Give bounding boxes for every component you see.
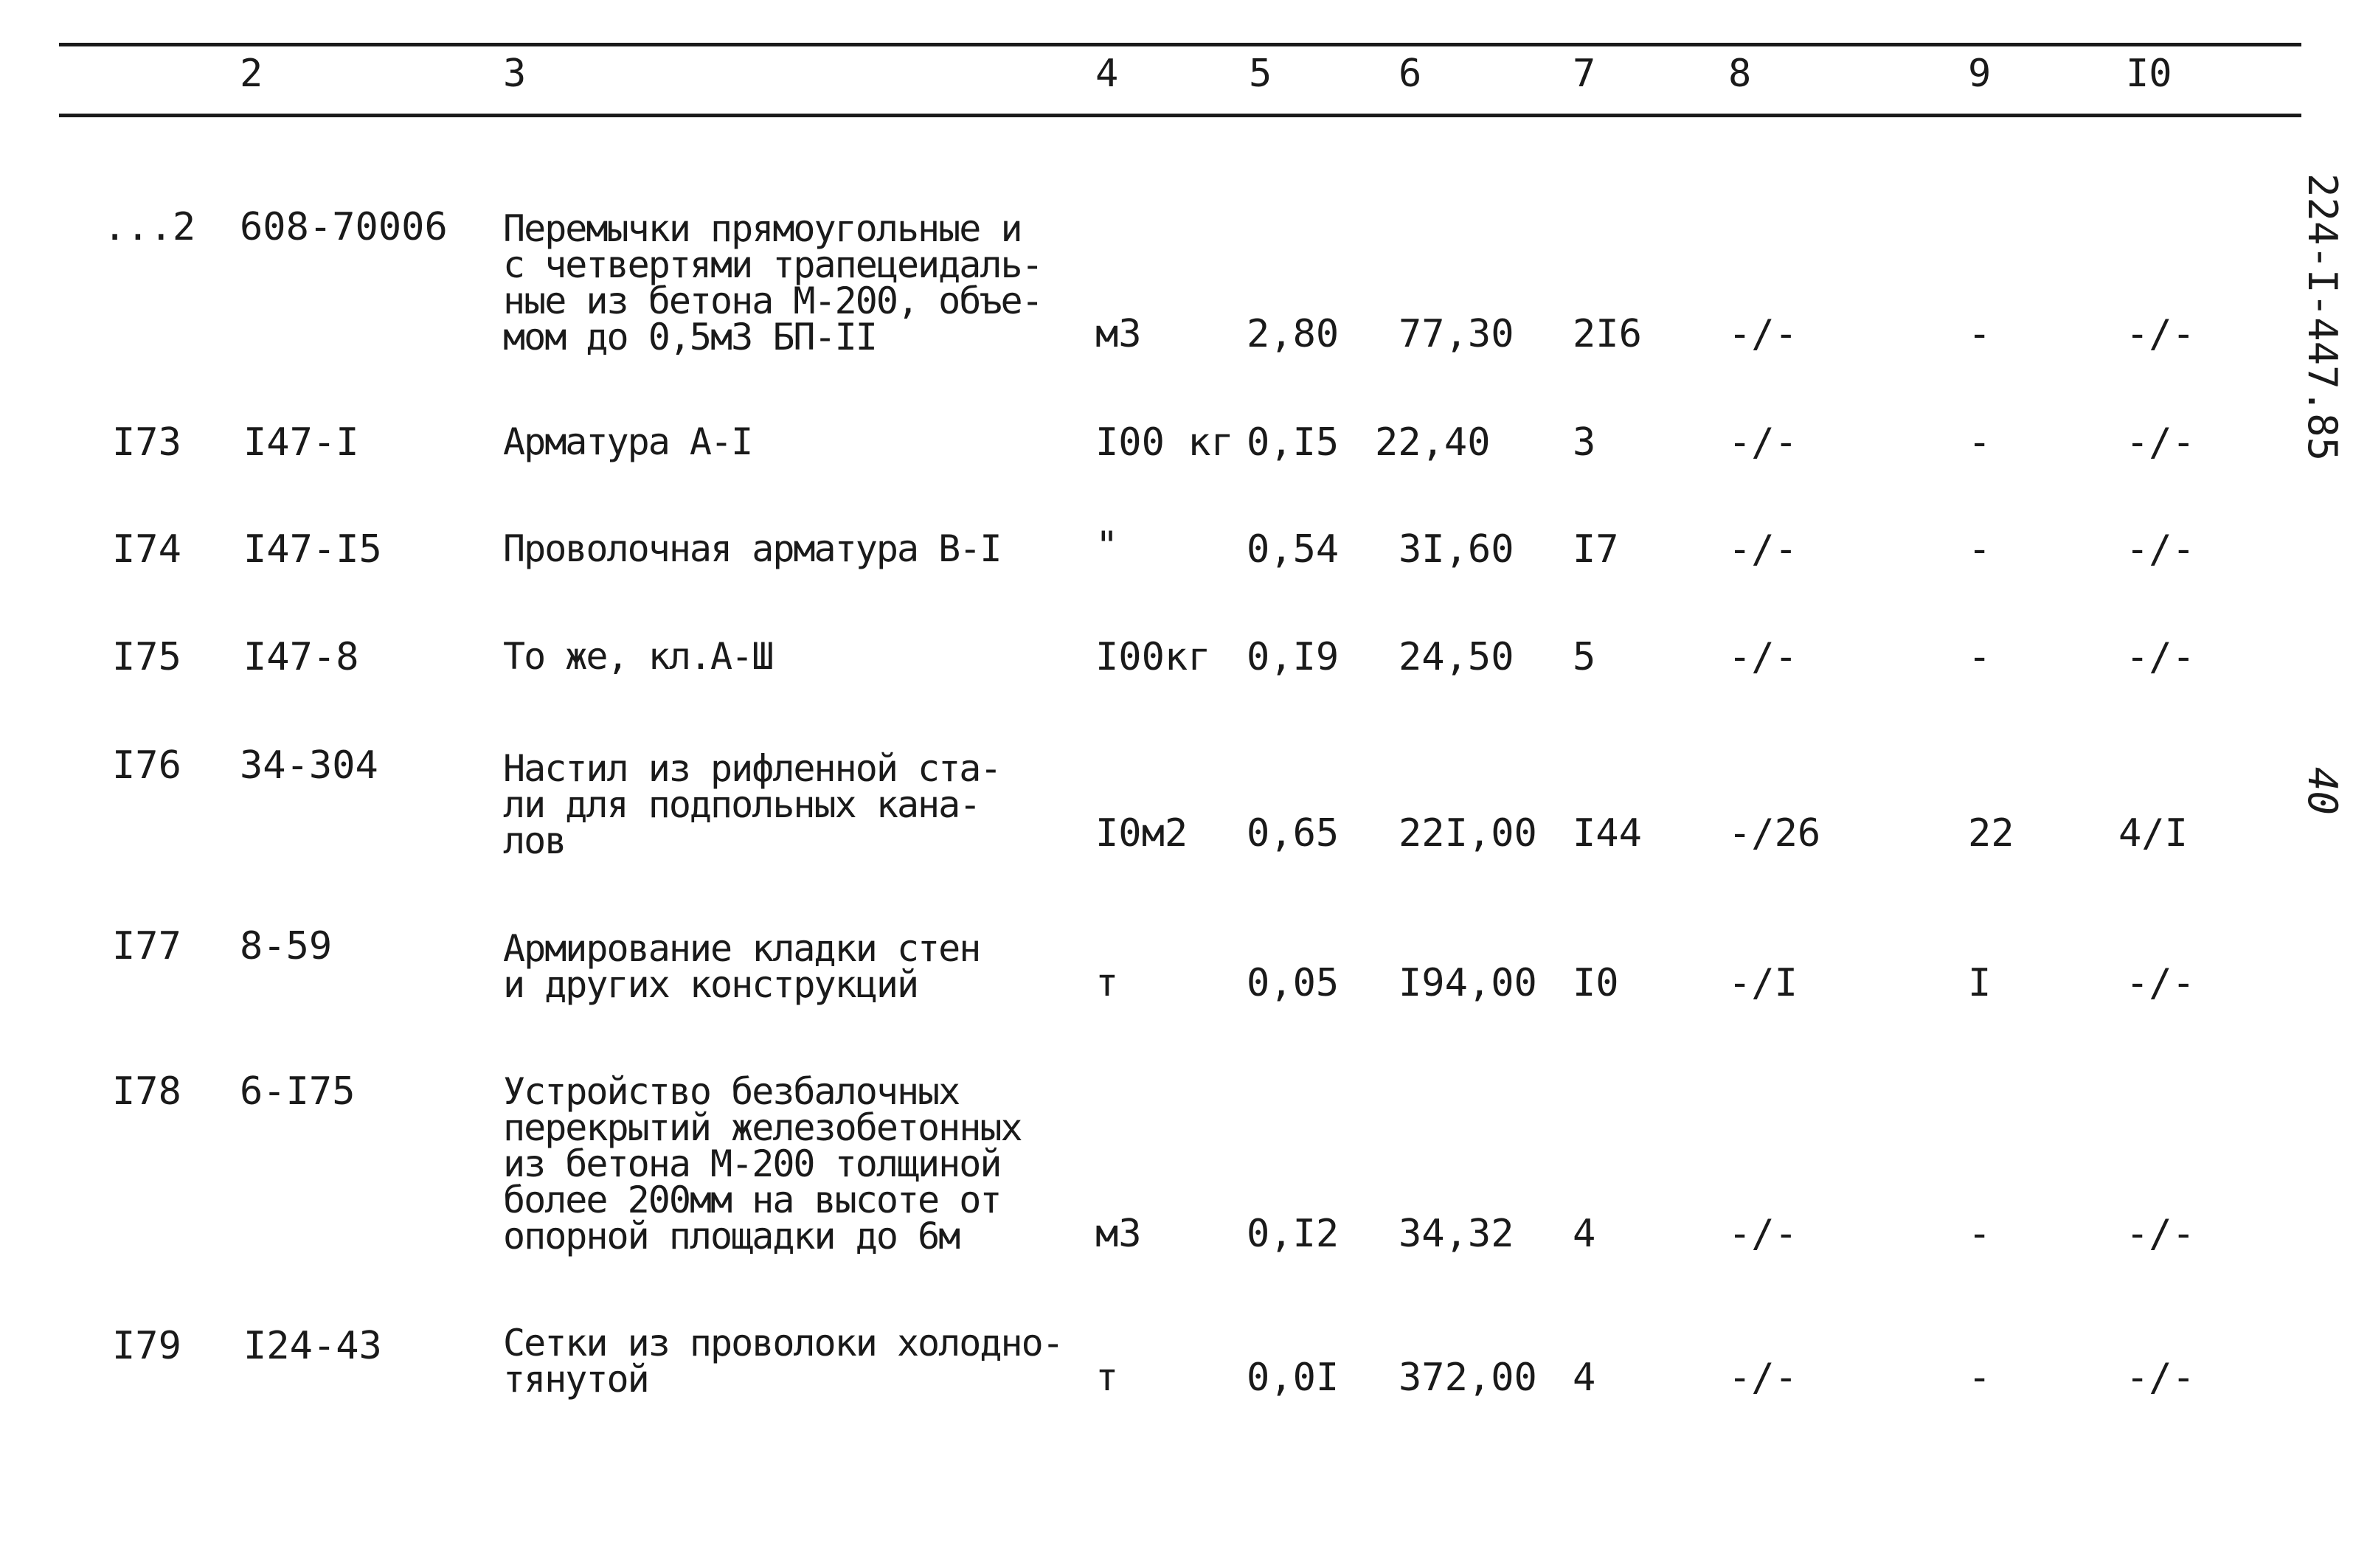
row-number: I77: [112, 924, 181, 968]
row-number: I79: [112, 1324, 181, 1368]
row-price: 3I,60: [1399, 527, 1514, 572]
row-total: 3: [1573, 420, 1596, 465]
row-col8: -/-: [1728, 1356, 1798, 1400]
row-col10: -/-: [2126, 635, 2195, 679]
row-code: 34-304: [240, 743, 378, 788]
row-code: I47-8: [243, 635, 359, 679]
row-total: I0: [1573, 961, 1619, 1005]
row-description: Настил из рифленной ста- ли для подпольных кана- лов: [503, 747, 1001, 862]
row-price: 24,50: [1399, 635, 1514, 679]
row-quantity: 0,54: [1247, 527, 1340, 572]
row-col10: -/-: [2126, 527, 2195, 572]
row-code: 608-70006: [240, 205, 448, 249]
row-unit: м3: [1095, 312, 1142, 356]
row-unit: т: [1095, 961, 1119, 1005]
row-description: Армирование кладки стен и других конструкций: [503, 927, 980, 1006]
row-price: 22I,00: [1399, 811, 1537, 856]
header-col-10: I0: [2126, 52, 2172, 96]
row-total: 5: [1573, 635, 1596, 679]
header-col-3: 3: [503, 52, 527, 96]
row-col10: -/-: [2126, 961, 2195, 1005]
row-col10: -/-: [2126, 1212, 2195, 1256]
row-col8: -/26: [1728, 811, 1821, 856]
row-col10: -/-: [2126, 420, 2195, 465]
row-code: 6-I75: [240, 1069, 356, 1114]
row-quantity: 2,80: [1247, 312, 1340, 356]
row-unit: I0м2: [1095, 811, 1188, 856]
row-total: I44: [1573, 811, 1642, 856]
row-number: ...2: [103, 205, 196, 249]
row-description: Устройство безбалочных перекрытий железобетонных из бетона М-200 толщиной более 200мм на высоте от опорной площадки до 6м: [503, 1070, 1022, 1257]
row-col10: -/-: [2126, 1356, 2195, 1400]
row-quantity: 0,05: [1247, 961, 1340, 1005]
row-col9: -: [1968, 1212, 1992, 1256]
row-unit: м3: [1095, 1212, 1142, 1256]
side-page-number: 40: [2299, 767, 2346, 816]
row-unit: I00 кг: [1095, 420, 1234, 465]
row-price: 22,40: [1375, 420, 1491, 465]
row-col9: -: [1968, 635, 1992, 679]
row-number: I78: [112, 1069, 181, 1114]
row-quantity: 0,0I: [1247, 1356, 1340, 1400]
row-code: I47-I5: [243, 527, 382, 572]
row-col9: 22: [1968, 811, 2014, 856]
row-description: Проволочная арматура В-I: [503, 527, 1001, 570]
row-price: I94,00: [1399, 961, 1537, 1005]
row-price: 77,30: [1399, 312, 1514, 356]
row-unit: I00кг: [1095, 635, 1211, 679]
row-description: Сетки из проволоки холодно- тянутой: [503, 1322, 1063, 1401]
row-quantity: 0,I5: [1247, 420, 1340, 465]
row-col8: -/-: [1728, 1212, 1798, 1256]
header-bottom-rule: [59, 114, 2301, 117]
row-price: 34,32: [1399, 1212, 1514, 1256]
row-quantity: 0,65: [1247, 811, 1340, 856]
row-col10: -/-: [2126, 312, 2195, 356]
row-description: Перемычки прямоугольные и с четвертями трапецеидаль- ные из бетона М-200, объе- мом до 0,5м3 БП-II: [503, 207, 1042, 358]
row-col8: -/-: [1728, 527, 1798, 572]
header-col-6: 6: [1399, 52, 1422, 96]
row-quantity: 0,I9: [1247, 635, 1340, 679]
header-top-rule: [59, 43, 2301, 46]
header-col-9: 9: [1968, 52, 1992, 96]
row-col9: -: [1968, 527, 1992, 572]
row-number: I76: [112, 743, 181, 788]
row-col9: -: [1968, 312, 1992, 356]
row-col9: -: [1968, 420, 1992, 465]
row-code: 8-59: [240, 924, 333, 968]
row-unit: т: [1095, 1356, 1119, 1400]
row-unit: ": [1095, 524, 1119, 568]
row-code: I24-43: [243, 1324, 382, 1368]
row-total: I7: [1573, 527, 1619, 572]
row-col8: -/-: [1728, 312, 1798, 356]
row-col8: -/-: [1728, 635, 1798, 679]
header-col-5: 5: [1249, 52, 1272, 96]
row-total: 2I6: [1573, 312, 1642, 356]
row-description: То же, кл.А-Ш: [503, 635, 773, 678]
header-col-7: 7: [1573, 52, 1596, 96]
row-col8: -/I: [1728, 961, 1798, 1005]
row-code: I47-I: [243, 420, 359, 465]
row-number: I73: [112, 420, 181, 465]
row-total: 4: [1573, 1356, 1596, 1400]
header-col-8: 8: [1728, 52, 1752, 96]
row-price: 372,00: [1399, 1356, 1537, 1400]
header-col-2: 2: [240, 52, 263, 96]
row-col8: -/-: [1728, 420, 1798, 465]
row-description: Арматура А-I: [503, 420, 752, 463]
side-doc-code: 224-I-447.85: [2299, 173, 2346, 462]
row-number: I75: [112, 635, 181, 679]
row-col9: -: [1968, 1356, 1992, 1400]
row-number: I74: [112, 527, 181, 572]
header-col-4: 4: [1095, 52, 1119, 96]
row-total: 4: [1573, 1212, 1596, 1256]
row-col10: 4/I: [2118, 811, 2188, 856]
row-col9: I: [1968, 961, 1992, 1005]
row-quantity: 0,I2: [1247, 1212, 1340, 1256]
